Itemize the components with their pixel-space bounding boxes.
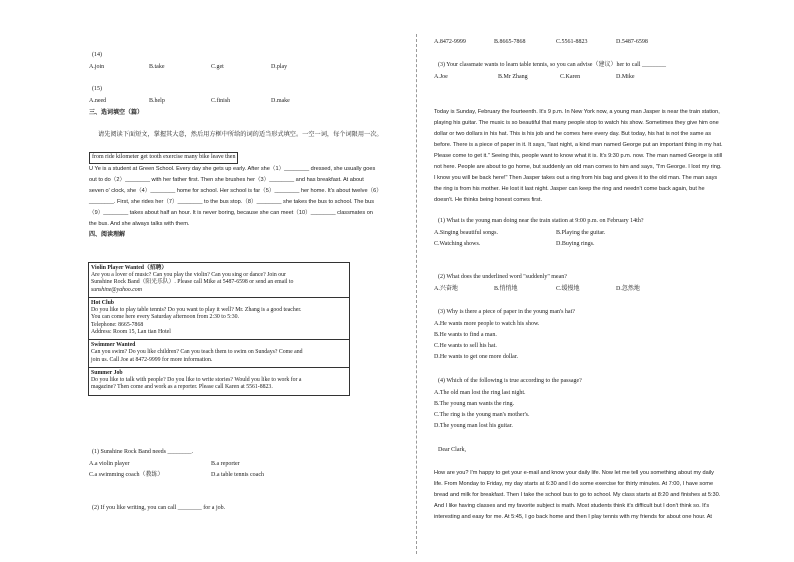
passage-line: doesn't. He thinks being honest comes first. — [434, 197, 543, 203]
ad-line: Can you swim? Do you like children? Can you teach them to swim on Sundays? Come and — [91, 349, 303, 356]
reading-question-3: (3) Your classmate wants to learn table tennis, so you can advise（建议）her to call ________ — [438, 62, 666, 68]
left-column — [88, 0, 408, 562]
passage-line: not here. People are about to go home, but suddenly an old man comes to him and says, "I'm George. I lost my ring. — [434, 164, 722, 170]
option: C.a swimming coach（教练） — [89, 472, 164, 478]
letter-greeting: Dear Clark, — [438, 447, 466, 453]
option: A.Joe — [434, 74, 448, 80]
ad-line: Address: Room 15, Lan tian Hotel — [91, 328, 171, 335]
ad-hot-club — [89, 298, 349, 340]
ad-line: Are you a lover of music? Can you play the violin? Can you sing or dance? Join our — [91, 272, 286, 279]
passage-question-3: (3) Why is there a piece of paper in the young man's hat? — [438, 309, 575, 315]
option: A.8472-9999 — [434, 39, 466, 45]
option: D.忽然地 — [616, 286, 640, 292]
option: C.Karen — [560, 74, 581, 80]
option: D.Buying rings. — [556, 241, 595, 247]
cloze-line: （9）________ takes about half an hour. It is never boring, because she can meet（10）________ classmates on — [89, 210, 373, 216]
right-column — [434, 0, 772, 562]
option: D.a table tennis coach — [211, 472, 264, 478]
option: D.play — [271, 64, 288, 70]
reading-question-1: (1) Sunshine Rock Band needs ________. — [92, 449, 193, 455]
option: D.The young man lost his guitar. — [434, 423, 513, 429]
ad-title: Violin Player Wanted（招聘） — [91, 265, 168, 271]
cloze-line: seven o' clock, she（4）________ home for school. Her school is far（5）________ her home. It's about twelve（6） — [89, 188, 382, 194]
ad-swimmer-wanted — [89, 340, 349, 368]
option: B.He wants to find a man. — [434, 332, 497, 338]
reading-question-2: (2) If you like writing, you can call ________ for a job. — [92, 505, 226, 511]
ad-title: Hot Club — [91, 299, 115, 306]
letter-line: interesting and easy for me. At 5:45, I go back home and then I play tennis with my friends for about one hour. At — [434, 514, 712, 520]
letter-line: bread and milk for breakfast. Then I take the school bus to go to school. My class starts at 8:20 and finishes at 5:30. — [434, 492, 721, 498]
ad-line: You can come here every Saturday afternoon from 2:30 to 5:30. — [91, 314, 239, 321]
ad-email: sunshine@yahoo.com — [91, 286, 142, 293]
ad-line: Do you like to play table tennis? Do you want to play it well? Mr. Zhang is a good teacher. — [91, 307, 302, 314]
option: C.The ring is the young man's mother's. — [434, 412, 530, 418]
option: B.Playing the guitar. — [556, 230, 606, 236]
option: D.Mike — [616, 74, 635, 80]
passage-line: the ring is from his mother. He lost it last night. Jasper can keep the ring and needn't come back again, but he — [434, 186, 705, 192]
option: B.The young man wants the ring. — [434, 401, 515, 407]
option: C.He wants to sell his hat. — [434, 343, 497, 349]
option: A.The old man lost the ring last night. — [434, 390, 526, 396]
option: B.help — [149, 98, 165, 104]
ad-line: join us. Call Joe at 8472-9999 for more information. — [91, 356, 213, 363]
passage-line: before. There is a piece of paper in it. It says, "last night, a kind man named George put an important thing in my hat. — [434, 142, 723, 148]
option: B.8665-7868 — [494, 39, 526, 45]
passage-question-1: (1) What is the young man doing near the train station at 9:00 p.m. on February 14th? — [438, 218, 644, 224]
cloze-line: ________. First, she rides her（7）________ to the bus stop.（8）________ she takes the bus to school. The bus — [89, 199, 375, 205]
ad-line: Telephone: 8665-7868 — [91, 321, 144, 328]
cloze-line: out to do（2）________ with her father first. Then she brushes her（3）________ and has breakfast. At about — [89, 177, 364, 183]
cloze-line: U Ye is a student at Green School. Every day she gets up early. After she（1）________ dressed, she usually goes — [89, 166, 376, 172]
section-3-instruction: 请先阅读下面短文，掌握其大意，然后用方框中所给的词的适当形式填空。一空一词，每个词限用一次。 — [98, 131, 383, 138]
letter-line: How are you? I'm happy to get your e-mail and know your daily life. Now let me tell you something about my daily — [434, 470, 714, 476]
question-14-number: (14) — [92, 52, 102, 58]
passage-line: Please come to get it." Seeing this, people want to know what it is. It's 9:30 p.m. now. The man named George is still — [434, 153, 723, 159]
option: D.5487-6598 — [616, 39, 648, 45]
ad-line: Sunshine Rock Band（阳光乐队）. Please call Mike at 5487-6598 or send an email to — [91, 279, 294, 286]
ad-violin-player — [89, 263, 349, 298]
option: C.Watching shows. — [434, 241, 481, 247]
ad-line: magazine? Then come and work as a reporter. Please call Karen at 5561-8823. — [91, 384, 273, 391]
passage-line: I know you will be back here!" Then Jasper takes out a ring from his bag and gives it to the old man. The man says — [434, 175, 718, 181]
option: A.need — [89, 98, 107, 104]
ad-summer-job — [89, 368, 349, 395]
passage-question-2: (2) What does the underlined word "suddenly" mean? — [438, 274, 567, 280]
option: D.make — [271, 98, 290, 104]
column-divider — [416, 34, 417, 554]
letter-line: And I like having classes and my favorite subject is math. Most students think it's difficult but I don't think so. It's — [434, 503, 710, 509]
word-box: from ride kilometer get tooth exercise many bike leave then — [89, 152, 238, 164]
option: A.Singing beautiful songs. — [434, 230, 498, 236]
passage-question-4: (4) Which of the following is true according to the passage? — [438, 378, 582, 384]
option: A.兴奋地 — [434, 286, 458, 292]
section-4-heading: 四、阅读理解 — [89, 232, 126, 238]
option: B.Mr Zhang — [498, 74, 528, 80]
option: A.He wants more people to watch his show. — [434, 321, 540, 327]
option: B.悄悄地 — [494, 286, 518, 292]
question-15-number: (15) — [92, 86, 102, 92]
passage-line: Today is Sunday, February the fourteenth. It's 9 p.m. In New York now, a young man Jasper is near the train station, — [434, 109, 720, 115]
ads-table — [88, 262, 350, 396]
option: A.a violin player — [89, 461, 130, 467]
option: C.get — [211, 64, 224, 70]
passage-line: playing his guitar. The music is so beautiful that many people stop to watch his show. Sometimes they give him one — [434, 120, 719, 126]
cloze-line: the bus. And she always talks with them. — [89, 221, 190, 227]
letter-line: life. From Monday to Friday, my day starts at 6:30 and I do some exercise for thirty minutes. At 7:00, I have some — [434, 481, 714, 487]
ad-title: Swimmer Wanted — [91, 342, 136, 349]
option: B.a reporter — [211, 461, 240, 467]
option: D.He wants to get one more dollar. — [434, 354, 518, 360]
ad-title: Summer Job — [91, 369, 123, 376]
ad-line: Do you like to talk with people? Do you like to write stories? Would you like to work for a — [91, 377, 302, 384]
option: B.take — [149, 64, 165, 70]
option: C.5561-8823 — [556, 39, 588, 45]
option: C.finish — [211, 98, 231, 104]
option: C.缓慢地 — [556, 286, 580, 292]
option: A.join — [89, 64, 105, 70]
section-3-heading: 三、选词填空（篇） — [89, 110, 144, 116]
passage-line: dollar or two dollars in his hat. This is his job and he comes here every day. But today, his hat is not the same as — [434, 131, 712, 137]
